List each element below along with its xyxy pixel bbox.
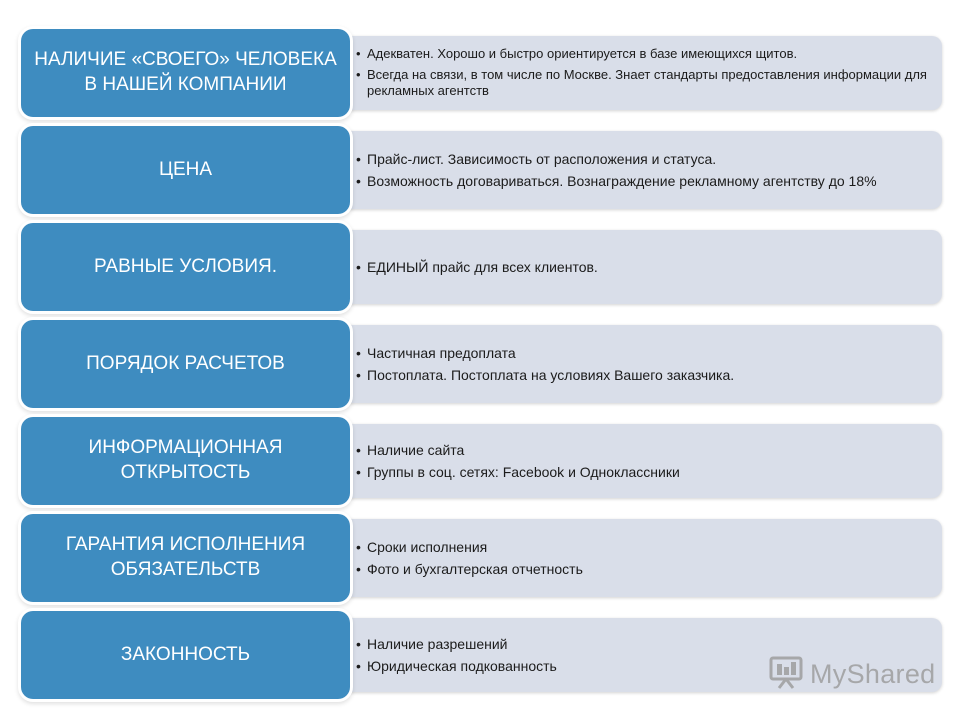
bullet-item: • Частичная предоплата xyxy=(356,344,936,362)
criteria-label: ИНФОРМАЦИОННАЯ ОТКРЫТОСТЬ xyxy=(21,417,350,505)
criteria-label: ЦЕНА xyxy=(21,126,350,214)
criteria-detail-box xyxy=(330,424,942,498)
bullet-list xyxy=(356,150,936,190)
bullet-item: • Адекватен. Хорошо и быстро ориентируется в базе имеющихся щитов. xyxy=(356,46,936,63)
criteria-label: ЗАКОННОСТЬ xyxy=(21,611,350,699)
criteria-detail-box xyxy=(330,230,942,304)
bullet-item: • Фото и бухгалтерская отчетность xyxy=(356,560,936,578)
bullet-list xyxy=(356,344,936,384)
criteria-row xyxy=(0,126,960,214)
bullet-item: • Группы в соц. сетях: Facebook и Одноклассники xyxy=(356,463,936,481)
bullet-item: • Сроки исполнения xyxy=(356,538,936,556)
bullet-list xyxy=(356,258,936,276)
bullet-item: • Наличие разрешений xyxy=(356,635,936,653)
criteria-label: ПОРЯДОК РАСЧЕТОВ xyxy=(21,320,350,408)
criteria-row xyxy=(0,514,960,602)
bullet-item: • Всегда на связи, в том числе по Москве. Знает стандарты предоставления информации для рекламных агентств xyxy=(356,67,936,101)
watermark xyxy=(768,654,935,694)
criteria-label: РАВНЫЕ УСЛОВИЯ. xyxy=(21,223,350,311)
presentation-board-icon xyxy=(768,654,804,695)
criteria-row xyxy=(0,223,960,311)
criteria-detail-box xyxy=(330,519,942,597)
criteria-detail-box xyxy=(330,36,942,110)
bullet-item: • Возможность договариваться. Вознаграждение рекламному агентству до 18% xyxy=(356,172,936,190)
criteria-label: ГАРАНТИЯ ИСПОЛНЕНИЯ ОБЯЗАТЕЛЬСТВ xyxy=(21,514,350,602)
bullet-item: • Юридическая подкованность xyxy=(356,657,936,675)
criteria-label: НАЛИЧИЕ «СВОЕГО» ЧЕЛОВЕКА В НАШЕЙ КОМПАНИИ xyxy=(21,29,350,117)
criteria-row xyxy=(0,417,960,505)
criteria-row xyxy=(0,29,960,117)
bullet-list xyxy=(356,538,936,578)
bullet-item: • Наличие сайта xyxy=(356,441,936,459)
watermark-text: MyShared xyxy=(810,658,936,689)
bullet-list xyxy=(356,441,936,481)
bullet-item: • Постоплата. Постоплата на условиях Вашего заказчика. xyxy=(356,366,936,384)
bullet-list xyxy=(356,46,936,101)
criteria-detail-box xyxy=(330,131,942,209)
criteria-detail-box xyxy=(330,325,942,403)
bullet-item: • Прайс-лист. Зависимость от расположения и статуса. xyxy=(356,150,936,168)
criteria-row xyxy=(0,320,960,408)
bullet-item: • ЕДИНЫЙ прайс для всех клиентов. xyxy=(356,258,936,276)
